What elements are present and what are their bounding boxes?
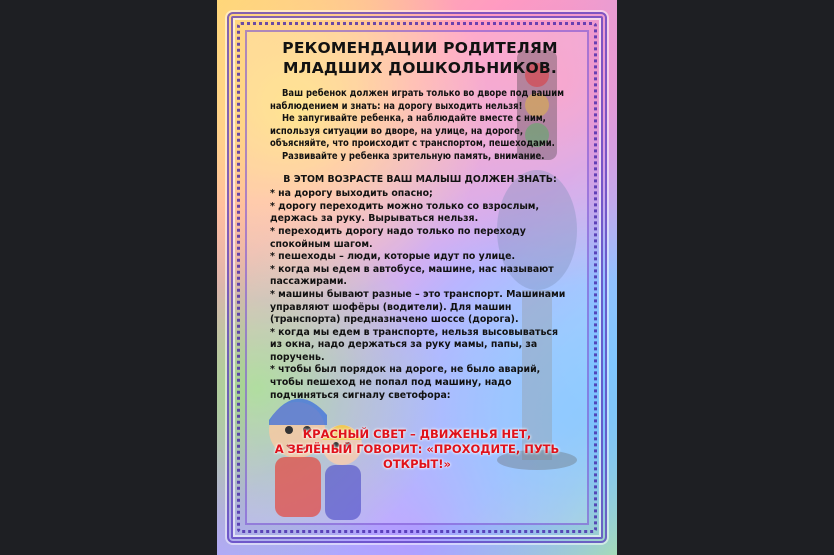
page-title [270,38,570,78]
list-item: * когда мы едем в транспорте, нельзя высовываться из окна, надо держаться за руку мамы, папы, за поручень. [270,326,558,363]
traffic-slogan [250,427,584,472]
list-item: * переходить дорогу надо только по переходу спокойным шагом. [270,225,526,250]
list-item: * пешеходы – люди, которые идут по улице. [270,251,516,263]
title-line-2: МЛАДШИХ ДОШКОЛЬНИКОВ. [283,59,557,77]
poster [217,0,617,555]
section-heading: В ЭТОМ ВОЗРАСТЕ ВАШ МАЛЫШ ДОЛЖЕН ЗНАТЬ: [283,173,557,185]
list-item: * чтобы был порядок на дороге, не было аварий, чтобы пешеход не попал под машину, надо подчиняться сигналу светофора: [270,364,541,401]
list-item: * дорогу переходить можно только со взрослым, держась за руку. Вырываться нельзя. [270,200,540,225]
list-item: * машины бывают разные – это транспорт. Машинами управляют шофёры (водители). Для машин (транспорта) предназначено шоссе (дорога). [270,288,566,326]
knowledge-list [270,188,570,402]
slogan-line-1: КРАСНЫЙ СВЕТ – ДВИЖЕНЬЯ НЕТ, [302,427,532,441]
recommendations-text [270,38,570,402]
intro-paragraph-2: Не запугивайте ребенка, а наблюдайте вместе с ним, используя ситуации во дворе, на улице, на дороге, объясняйте, что происходит с транспортом, пешеходами. [270,113,555,150]
slogan-line-2: А ЗЕЛЁНЫЙ ГОВОРИТ: «ПРОХОДИТЕ, ПУТЬ ОТКРЫТ!» [274,442,560,471]
list-item: * когда мы едем в автобусе, машине, нас называют пассажирами. [270,263,554,288]
intro-paragraph-3: Развивайте у ребенка зрительную память, внимание. [282,150,545,162]
list-item: * на дорогу выходить опасно; [270,188,433,200]
title-line-1: РЕКОМЕНДАЦИИ РОДИТЕЛЯМ [282,39,558,57]
intro-paragraph-1: Ваш ребенок должен играть только во дворе под вашим наблюдением и знать: на дорогу выходить нельзя! [270,88,565,112]
